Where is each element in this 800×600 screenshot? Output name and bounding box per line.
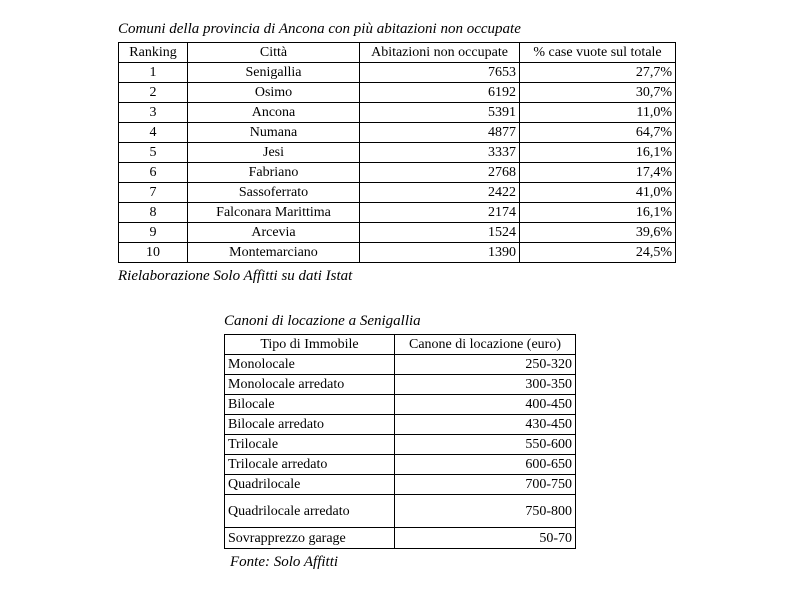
vacant-count-cell: 1524 bbox=[360, 223, 520, 243]
ranking-cell: 4 bbox=[119, 123, 188, 143]
vacant-homes-source-note: Rielaborazione Solo Affitti su dati Istat bbox=[118, 268, 353, 284]
property-type-cell: Bilocale bbox=[225, 395, 395, 415]
vacant-percent-cell: 30,7% bbox=[520, 83, 676, 103]
city-cell: Arcevia bbox=[188, 223, 360, 243]
vacant-percent-cell: 17,4% bbox=[520, 163, 676, 183]
rent-range-cell: 50-70 bbox=[395, 528, 576, 549]
ranking-cell: 8 bbox=[119, 203, 188, 223]
table-row bbox=[119, 123, 676, 143]
city-cell: Sassoferrato bbox=[188, 183, 360, 203]
ranking-cell: 6 bbox=[119, 163, 188, 183]
table-row bbox=[119, 223, 676, 243]
rental-rates-table-title: Canoni di locazione a Senigallia bbox=[224, 313, 421, 329]
ranking-cell: 2 bbox=[119, 83, 188, 103]
vacant-homes-table bbox=[118, 42, 676, 263]
table-row bbox=[119, 83, 676, 103]
table-row bbox=[225, 375, 576, 395]
property-type-cell: Quadrilocale arredato bbox=[225, 495, 395, 528]
vacant-homes-table-title: Comuni della provincia di Ancona con più abitazioni non occupate bbox=[118, 21, 521, 37]
property-type-cell: Quadrilocale bbox=[225, 475, 395, 495]
vacant-count-cell: 5391 bbox=[360, 103, 520, 123]
city-cell: Senigallia bbox=[188, 63, 360, 83]
rent-range-cell: 430-450 bbox=[395, 415, 576, 435]
rent-range-cell: 300-350 bbox=[395, 375, 576, 395]
vacant-percent-cell: 39,6% bbox=[520, 223, 676, 243]
column-header-citta: Città bbox=[188, 43, 360, 63]
rent-range-cell: 750-800 bbox=[395, 495, 576, 528]
table-row bbox=[119, 103, 676, 123]
city-cell: Osimo bbox=[188, 83, 360, 103]
city-cell: Ancona bbox=[188, 103, 360, 123]
column-header-ranking: Ranking bbox=[119, 43, 188, 63]
column-header-percent-vuote: % case vuote sul totale bbox=[520, 43, 676, 63]
city-cell: Montemarciano bbox=[188, 243, 360, 263]
vacant-count-cell: 7653 bbox=[360, 63, 520, 83]
table-row bbox=[225, 435, 576, 455]
table-row bbox=[119, 163, 676, 183]
rental-rates-section bbox=[224, 312, 576, 572]
table-row bbox=[119, 143, 676, 163]
rent-range-cell: 550-600 bbox=[395, 435, 576, 455]
property-type-cell: Monolocale bbox=[225, 355, 395, 375]
property-type-cell: Bilocale arredato bbox=[225, 415, 395, 435]
column-header-abitazioni: Abitazioni non occupate bbox=[360, 43, 520, 63]
vacant-percent-cell: 41,0% bbox=[520, 183, 676, 203]
ranking-cell: 7 bbox=[119, 183, 188, 203]
table-row bbox=[225, 495, 576, 528]
table-row bbox=[225, 415, 576, 435]
vacant-homes-section bbox=[118, 20, 676, 286]
rental-rates-source-note: Fonte: Solo Affitti bbox=[230, 554, 339, 570]
vacant-percent-cell: 64,7% bbox=[520, 123, 676, 143]
table-row bbox=[225, 475, 576, 495]
column-header-canone: Canone di locazione (euro) bbox=[395, 335, 576, 355]
city-cell: Falconara Marittima bbox=[188, 203, 360, 223]
rental-rates-header-row bbox=[225, 335, 576, 355]
city-cell: Numana bbox=[188, 123, 360, 143]
vacant-count-cell: 2422 bbox=[360, 183, 520, 203]
rent-range-cell: 250-320 bbox=[395, 355, 576, 375]
vacant-count-cell: 2768 bbox=[360, 163, 520, 183]
vacant-count-cell: 6192 bbox=[360, 83, 520, 103]
ranking-cell: 9 bbox=[119, 223, 188, 243]
ranking-cell: 10 bbox=[119, 243, 188, 263]
rent-range-cell: 700-750 bbox=[395, 475, 576, 495]
table-row bbox=[225, 528, 576, 549]
vacant-percent-cell: 11,0% bbox=[520, 103, 676, 123]
ranking-cell: 3 bbox=[119, 103, 188, 123]
vacant-percent-cell: 27,7% bbox=[520, 63, 676, 83]
table-row bbox=[119, 243, 676, 263]
property-type-cell: Trilocale bbox=[225, 435, 395, 455]
table-row bbox=[225, 455, 576, 475]
rent-range-cell: 600-650 bbox=[395, 455, 576, 475]
city-cell: Fabriano bbox=[188, 163, 360, 183]
vacant-count-cell: 3337 bbox=[360, 143, 520, 163]
vacant-percent-cell: 16,1% bbox=[520, 203, 676, 223]
vacant-count-cell: 2174 bbox=[360, 203, 520, 223]
property-type-cell: Trilocale arredato bbox=[225, 455, 395, 475]
vacant-percent-cell: 24,5% bbox=[520, 243, 676, 263]
vacant-count-cell: 4877 bbox=[360, 123, 520, 143]
city-cell: Jesi bbox=[188, 143, 360, 163]
vacant-percent-cell: 16,1% bbox=[520, 143, 676, 163]
vacant-count-cell: 1390 bbox=[360, 243, 520, 263]
table-row bbox=[119, 63, 676, 83]
rental-rates-table bbox=[224, 334, 576, 549]
ranking-cell: 1 bbox=[119, 63, 188, 83]
property-type-cell: Monolocale arredato bbox=[225, 375, 395, 395]
table-row bbox=[119, 203, 676, 223]
rent-range-cell: 400-450 bbox=[395, 395, 576, 415]
table-row bbox=[119, 183, 676, 203]
ranking-cell: 5 bbox=[119, 143, 188, 163]
property-type-cell: Sovrapprezzo garage bbox=[225, 528, 395, 549]
table-row bbox=[225, 395, 576, 415]
table-row bbox=[225, 355, 576, 375]
vacant-homes-header-row bbox=[119, 43, 676, 63]
column-header-tipo-immobile: Tipo di Immobile bbox=[225, 335, 395, 355]
